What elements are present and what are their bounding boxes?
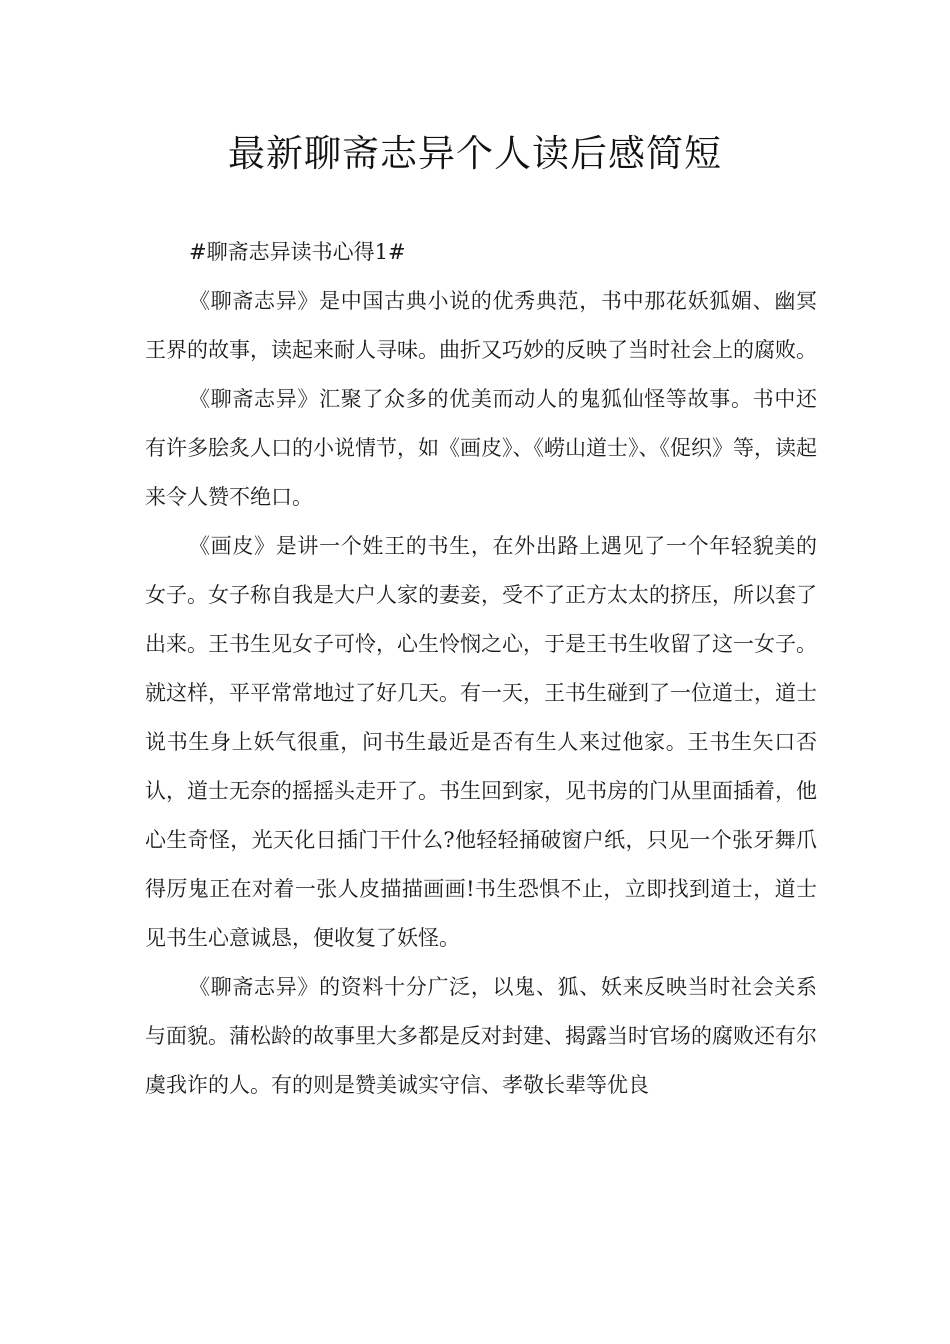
paragraph-3: 《画皮》是讲一个姓王的书生，在外出路上遇见了一个年轻貌美的女子。女子称自我是大户人家的妻妾，受不了正方太太的挤压，所以套了出来。王书生见女子可怜，心生怜悯之心，于是王书生收留了这一女子。就这样，平平常常地过了好几天。有一天，王书生碰到了一位道士，道士说书生身上妖气很重，问书生最近是否有生人来过他家。王书生矢口否认，道士无奈的摇摇头走开了。书生回到家，见书房的门从里面插着，他心生奇怪，光天化日插门干什么?他轻轻捅破窗户纸，只见一个张牙舞爪得厉鬼正在对着一张人皮描描画画!书生恐惧不止，立即找到道士，道士见书生心意诚恳，便收复了妖怪。	[145, 534, 817, 950]
section-heading: #聊斋志异读书心得1#	[189, 240, 406, 264]
paragraph-4: 《聊斋志异》的资料十分广泛，以鬼、狐、妖来反映当时社会关系与面貌。蒲松龄的故事里大多都是反对封建、揭露当时官场的腐败还有尔虞我诈的人。有的则是赞美诚实守信、孝敬长辈等优良	[145, 975, 817, 1097]
paragraph-2: 《聊斋志异》汇聚了众多的优美而动人的鬼狐仙怪等故事。书中还有许多脍炙人口的小说情节，如《画皮》、《崂山道士》、《促织》等，读起来令人赞不绝口。	[145, 387, 817, 509]
paragraph-1: 《聊斋志异》是中国古典小说的优秀典范，书中那花妖狐媚、幽冥王界的故事，读起来耐人寻味。曲折又巧妙的反映了当时社会上的腐败。	[145, 289, 817, 362]
document-body	[145, 228, 817, 1110]
document-title: 最新聊斋志异个人读后感简短	[228, 132, 722, 175]
